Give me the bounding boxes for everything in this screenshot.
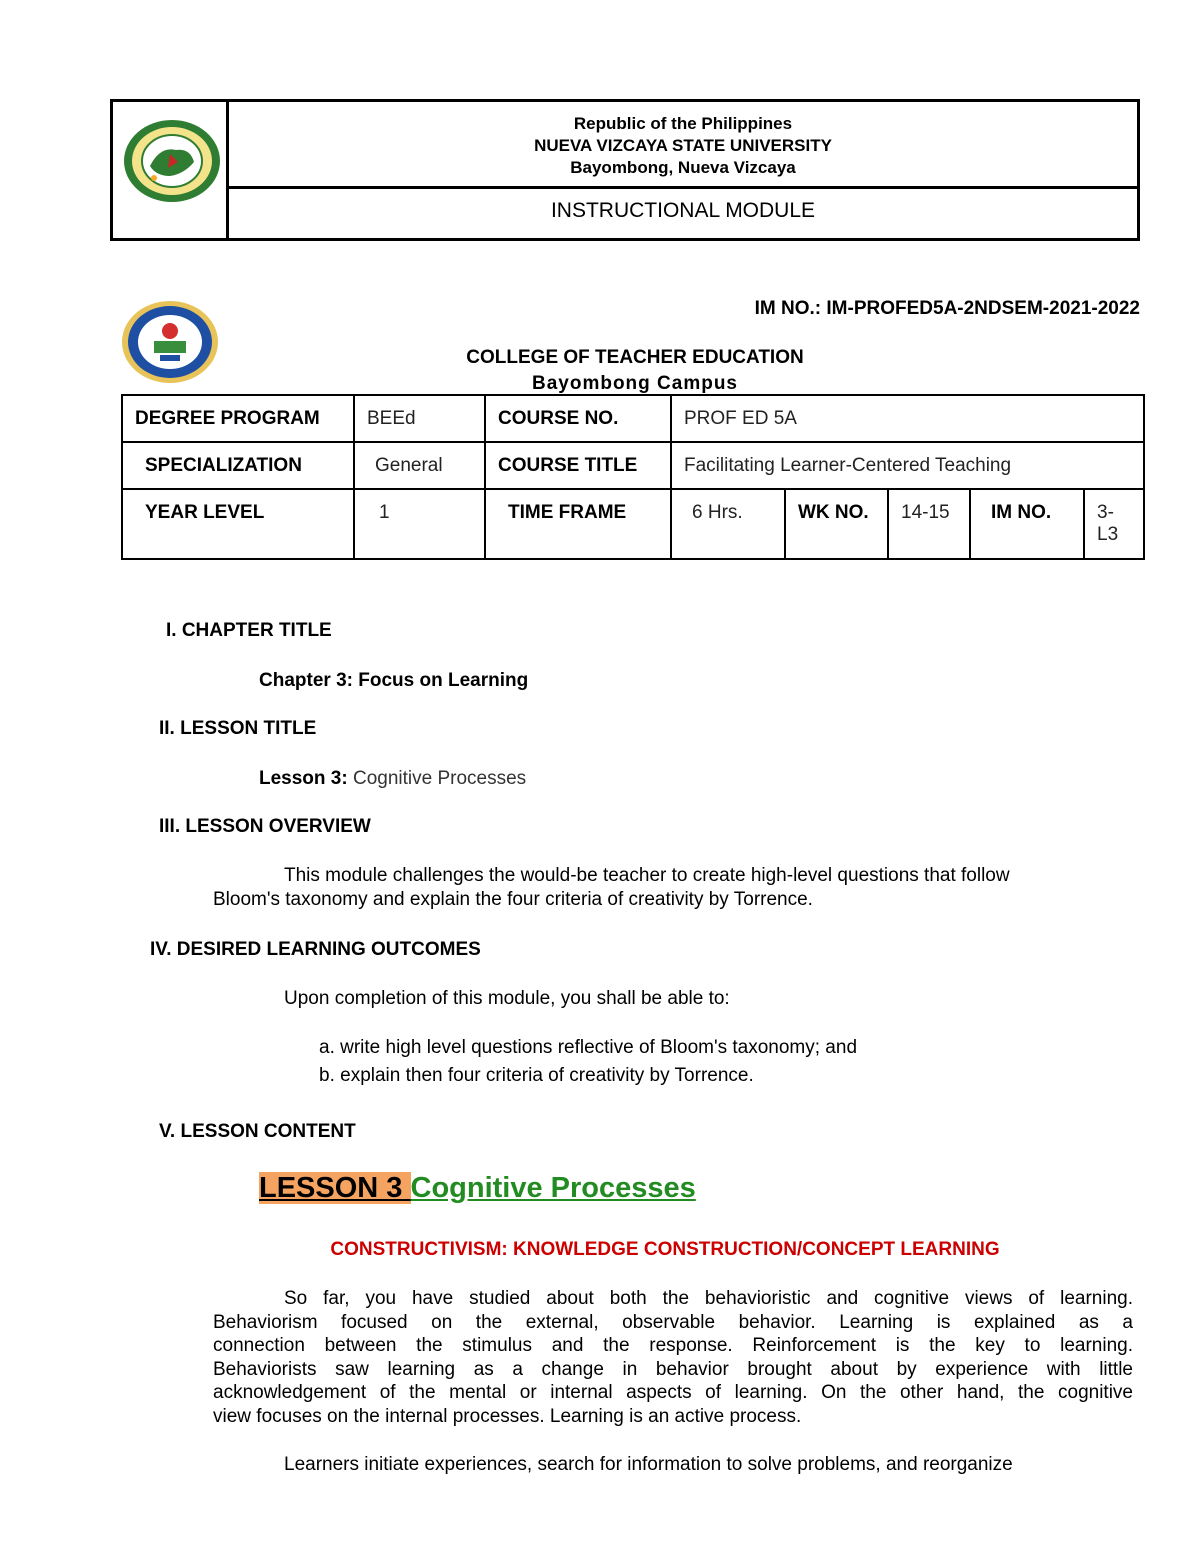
course-no-label: COURSE NO. — [485, 395, 671, 442]
lesson-title — [259, 768, 526, 790]
content-paragraph-1 — [213, 1287, 1133, 1428]
overview-text-line1: This module challenges the would-be teacher to create high-level questions that follow — [284, 865, 1010, 886]
course-title-value: Facilitating Learner-Centered Teaching — [671, 442, 1144, 489]
outcomes-intro: Upon completion of this module, you shall be able to: — [284, 988, 730, 1009]
year-level-value: 1 — [354, 489, 485, 559]
header-location: Bayombong, Nueva Vizcaya — [570, 158, 796, 177]
paragraph-line: Behaviorists saw learning as a change in behavior brought about by experience with little — [213, 1358, 1133, 1380]
chapter-title: Chapter 3: Focus on Learning — [259, 670, 529, 691]
header-republic: Republic of the Philippines — [573, 114, 793, 133]
time-frame-value: 6 Hrs. — [671, 489, 785, 559]
module-title: INSTRUCTIONAL MODULE — [550, 199, 816, 222]
degree-program-label: DEGREE PROGRAM — [122, 395, 354, 442]
overview-text-line2: Bloom's taxonomy and explain the four criteria of creativity by Torrence. — [213, 889, 813, 910]
im-no-value-line1: 3- — [1097, 502, 1114, 523]
paragraph-line: connection between the stimulus and the response. Reinforcement is the key to learning. — [213, 1335, 1133, 1356]
wk-no-value: 14-15 — [888, 489, 970, 559]
lesson-banner-title: Cognitive Processes — [410, 1172, 696, 1204]
paragraph-line: acknowledgement of the mental or internal aspects of learning. On the other hand, the cognitive — [213, 1382, 1133, 1403]
paragraph-line: So far, you have studied about both the behavioristic and cognitive views of learning. — [284, 1288, 1133, 1309]
course-info-table — [121, 394, 1145, 560]
degree-program-value: BEEd — [354, 395, 485, 442]
paragraph-line: view focuses on the internal processes. Learning is an active process. — [213, 1405, 802, 1427]
im-no-value-line2: L3 — [1097, 524, 1119, 545]
paragraph-line: Behaviorism focused on the external, observable behavior. Learning is explained as a — [213, 1311, 1133, 1333]
lesson-banner — [259, 1172, 696, 1205]
im-no-value — [1084, 489, 1144, 559]
wk-no-label: WK NO. — [785, 489, 888, 559]
chapter-heading: I. CHAPTER TITLE — [166, 620, 332, 641]
campus-name: Bayombong Campus — [531, 373, 739, 394]
university-seal-logo — [120, 118, 224, 204]
lesson-name: Cognitive Processes — [347, 768, 527, 789]
course-no-value: PROF ED 5A — [671, 395, 1144, 442]
specialization-label: SPECIALIZATION — [122, 442, 354, 489]
content-heading: V. LESSON CONTENT — [159, 1121, 356, 1142]
im-no-label: IM NO. — [970, 489, 1084, 559]
lesson-banner-prefix: LESSON 3 — [259, 1172, 411, 1204]
outcome-a: a. write high level questions reflective of Bloom's taxonomy; and — [319, 1037, 858, 1058]
im-number: IM NO.: IM-PROFED5A-2NDSEM-2021-2022 — [754, 298, 1140, 319]
table-row — [122, 442, 1144, 489]
college-name: COLLEGE OF TEACHER EDUCATION — [466, 347, 804, 368]
course-title-label: COURSE TITLE — [485, 442, 671, 489]
content-paragraph-2: Learners initiate experiences, search for information to solve problems, and reorganize — [284, 1454, 1013, 1475]
outcome-b: b. explain then four criteria of creativity by Torrence. — [319, 1065, 754, 1086]
specialization-value: General — [354, 442, 485, 489]
header-university: NUEVA VIZCAYA STATE UNIVERSITY — [534, 136, 832, 155]
header-divider-horizontal — [229, 186, 1137, 189]
college-seal-logo — [120, 299, 220, 385]
table-row — [122, 489, 1144, 559]
lesson-heading: II. LESSON TITLE — [159, 718, 317, 739]
constructivism-heading: CONSTRUCTIVISM: KNOWLEDGE CONSTRUCTION/CONCEPT LEARNING — [330, 1239, 1000, 1260]
outcomes-heading: IV. DESIRED LEARNING OUTCOMES — [150, 939, 481, 960]
year-level-label: YEAR LEVEL — [122, 489, 354, 559]
time-frame-label: TIME FRAME — [485, 489, 671, 559]
table-row — [122, 395, 1144, 442]
lesson-label: Lesson 3: — [259, 768, 348, 789]
overview-heading: III. LESSON OVERVIEW — [159, 816, 371, 837]
